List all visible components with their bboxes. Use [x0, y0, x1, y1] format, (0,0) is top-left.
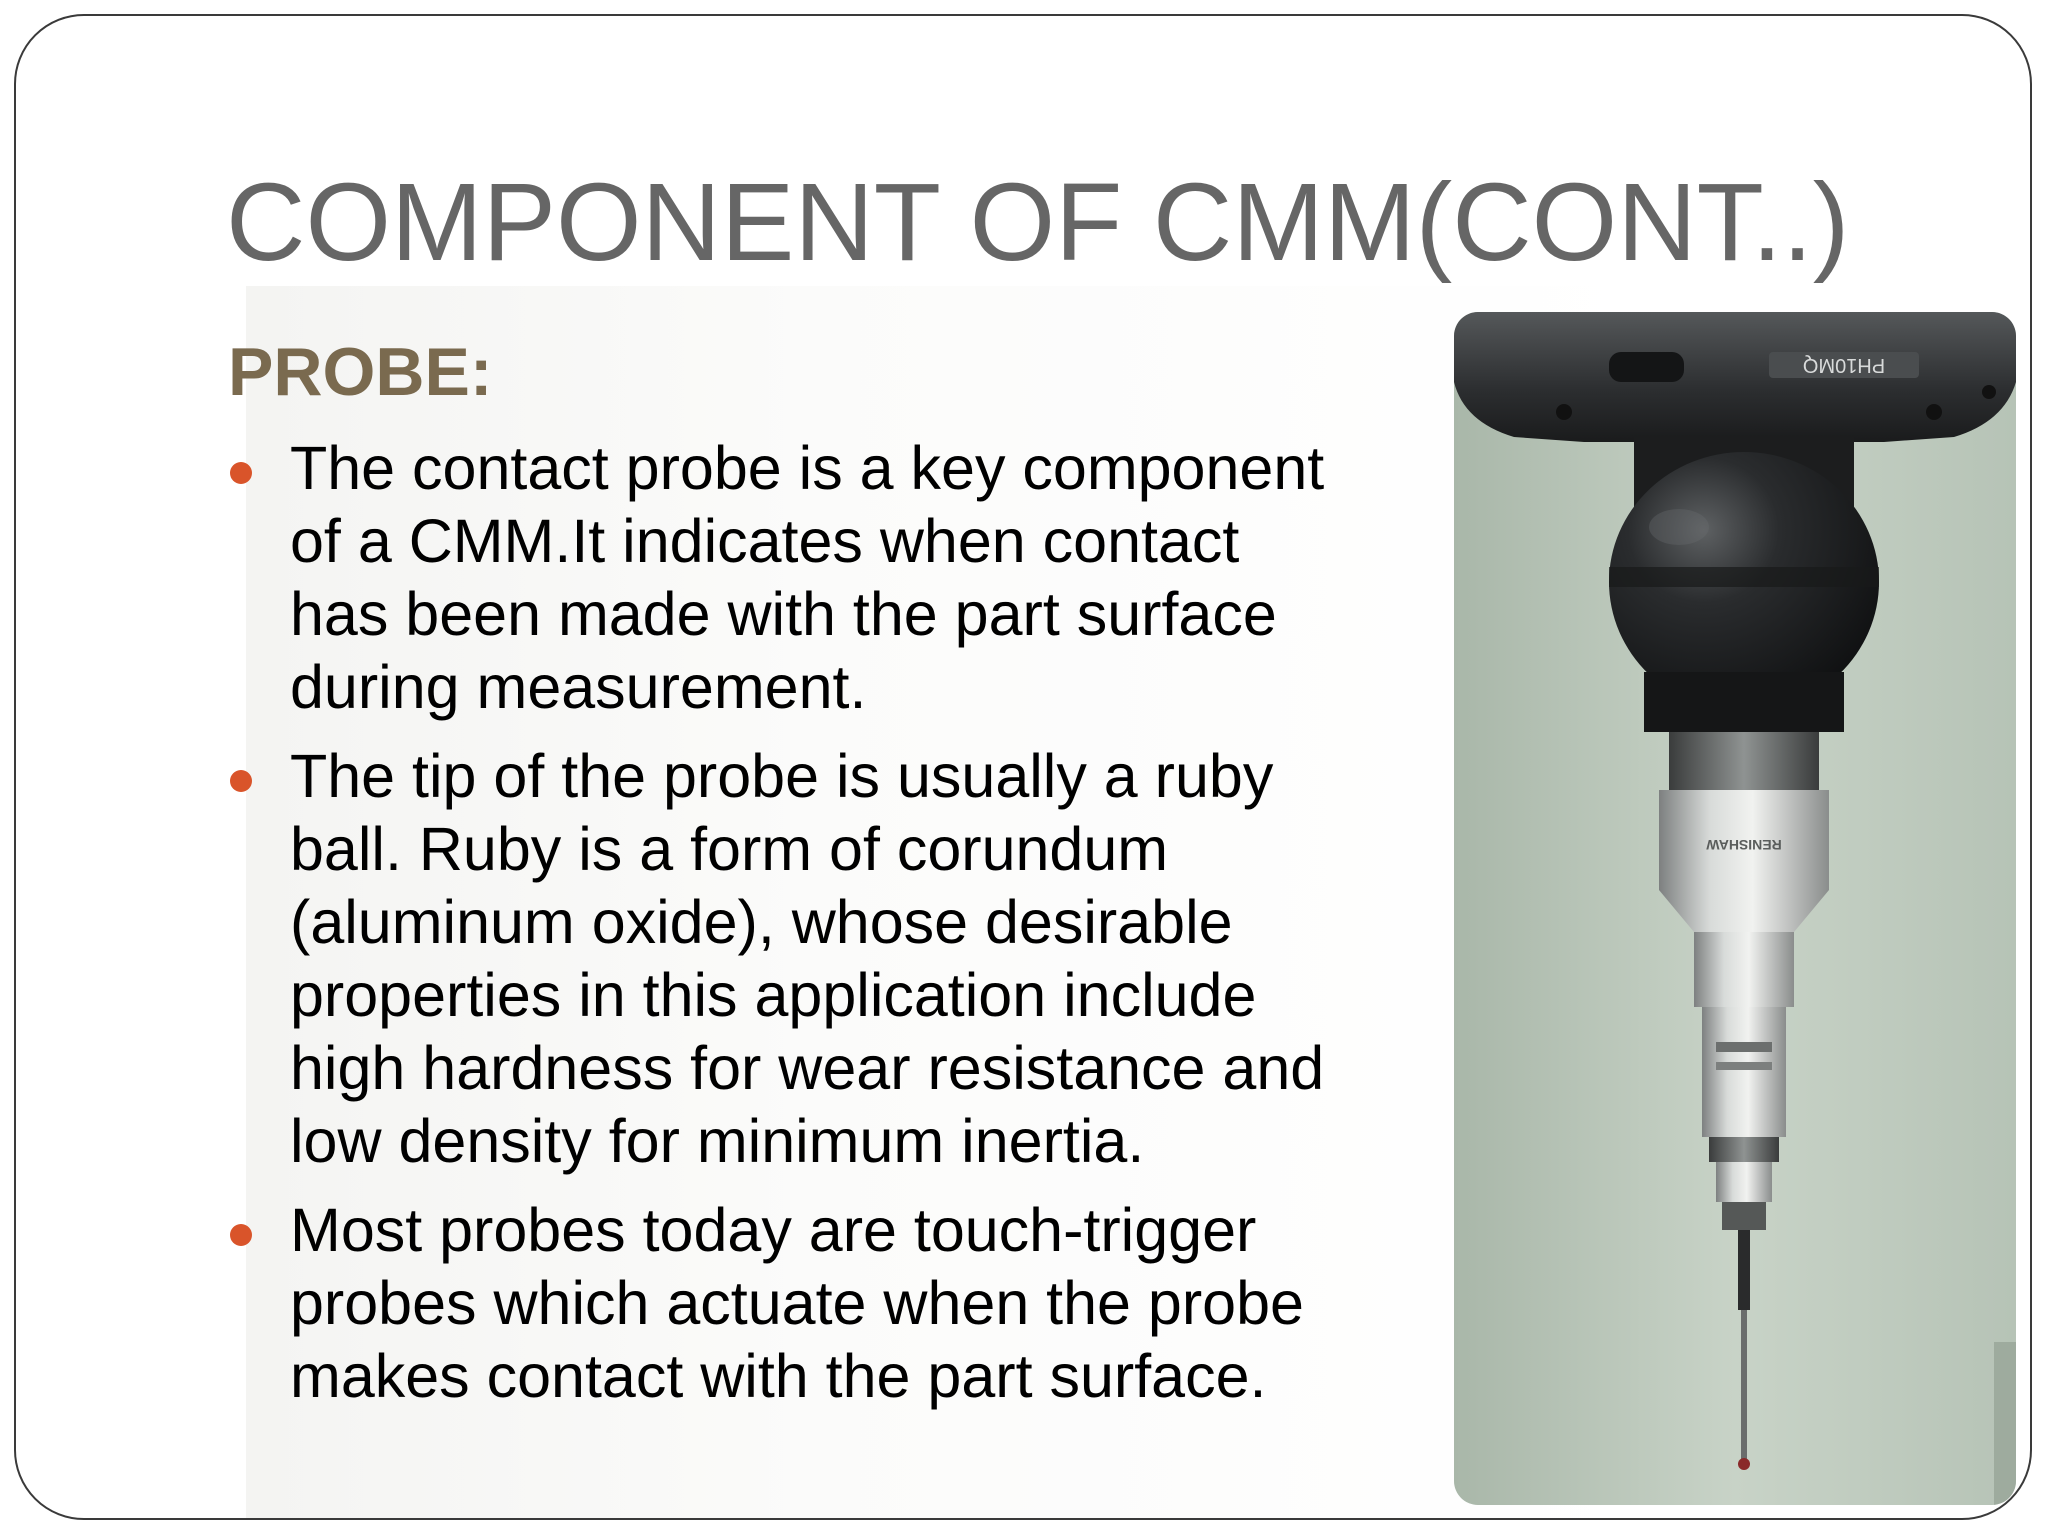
bullet-icon [230, 1224, 252, 1246]
ruby-ball-tip [1738, 1458, 1750, 1470]
bullet-text [290, 740, 1324, 1178]
bullet-item-2 [228, 740, 1478, 1178]
bullet-line: The tip of the probe is usually a ruby [290, 742, 1274, 810]
probe-illustration [1454, 312, 2016, 1505]
bullet-line: has been made with the part surface [290, 580, 1277, 648]
bullet-line: (aluminum oxide), whose desirable [290, 888, 1233, 956]
probe-module [1702, 1007, 1786, 1137]
section-heading: PROBE: [228, 334, 493, 410]
cmm-probe-photo [1454, 312, 2016, 1505]
bullet-line: properties in this application include [290, 961, 1257, 1029]
bullet-text [290, 1194, 1304, 1413]
bullet-list [228, 432, 1478, 1429]
bullet-line: Most probes today are touch-trigger [290, 1196, 1257, 1264]
bullet-item-1 [228, 432, 1478, 724]
slide-title: COMPONENT OF CMM(CONT..) [226, 161, 1850, 284]
probe-stylus [1738, 1230, 1750, 1310]
bullet-item-3 [228, 1194, 1478, 1413]
bullet-line: makes contact with the part surface. [290, 1342, 1267, 1410]
body-label: RENISHAW [1706, 837, 1782, 853]
bullet-line: The contact probe is a key component [290, 434, 1325, 502]
bullet-icon [230, 770, 252, 792]
bullet-line: probes which actuate when the probe [290, 1269, 1304, 1337]
probe-head [1454, 312, 2016, 442]
bullet-text [290, 432, 1324, 724]
bullet-line: of a CMM.It indicates when contact [290, 507, 1240, 575]
head-label: PH10MQ [1802, 354, 1886, 376]
bullet-line: high hardness for wear resistance and [290, 1034, 1325, 1102]
bullet-line: low density for minimum inertia. [290, 1107, 1145, 1175]
bullet-line: during measurement. [290, 653, 867, 721]
bullet-line: ball. Ruby is a form of corundum [290, 815, 1169, 883]
bullet-icon [230, 462, 252, 484]
